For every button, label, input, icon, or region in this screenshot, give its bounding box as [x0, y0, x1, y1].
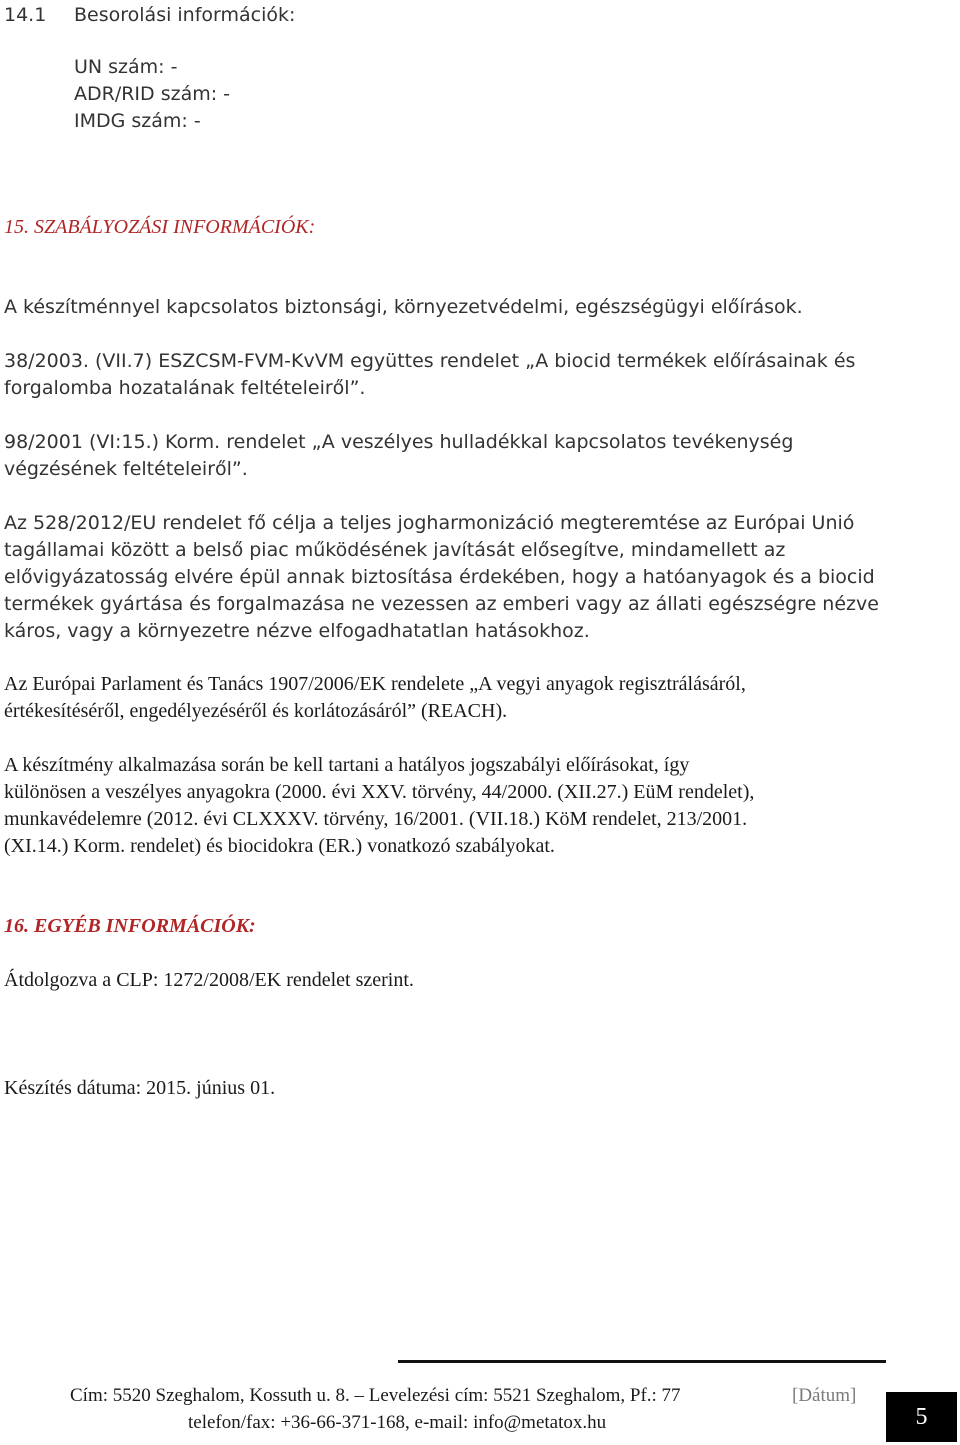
- adr-rid-number: ADR/RID szám: -: [74, 83, 231, 105]
- regulation-biocid-line-1: 38/2003. (VII.7) ESZCSM-FVM-KvVM együttes rendelet „A biocid termékek előírásainak és: [4, 350, 856, 372]
- regulation-biocid-line-2: forgalomba hozatalának feltételeiről”.: [4, 377, 366, 399]
- page-number-box: [886, 1392, 957, 1442]
- footer-date-placeholder: [Dátum]: [792, 1385, 857, 1406]
- revised-note: Átdolgozva a CLP: 1272/2008/EK rendelet szerint.: [4, 969, 414, 991]
- regulations-intro: A készítménnyel kapcsolatos biztonsági, környezetvédelmi, egészségügyi előírások.: [4, 296, 803, 318]
- reach-paragraph-line: értékesítéséről, engedélyezéséről és korlátozásáról” (REACH).: [4, 700, 508, 722]
- creation-date: Készítés dátuma: 2015. június 01.: [4, 1077, 276, 1099]
- imdg-number: IMDG szám: -: [74, 110, 201, 132]
- footer-address: Cím: 5520 Szeghalom, Kossuth u. 8. – Levelezési cím: 5521 Szeghalom, Pf.: 77: [70, 1385, 681, 1406]
- regulation-waste-line-1: 98/2001 (VI:15.) Korm. rendelet „A veszélyes hulladékkal kapcsolatos tevékenység: [4, 431, 794, 453]
- eu-paragraph-line: elővigyázatosság elvére épül annak biztosítása érdekében, hogy a hatóanyagok és a biocid: [4, 566, 875, 588]
- apply-paragraph-line: munkavédelemre (2012. évi CLXXXV. törvény, 16/2001. (VII.18.) KöM rendelet, 213/2001.: [4, 808, 748, 830]
- subsection-number: 14.1: [4, 4, 47, 26]
- eu-paragraph-line: tagállamai között a belső piac működésének javítását elősegítve, mindamellett az: [4, 539, 786, 561]
- reach-paragraph-line: Az Európai Parlament és Tanács 1907/2006/EK rendelete „A vegyi anyagok regisztrálásáról,: [4, 673, 746, 695]
- footer-contact: telefon/fax: +36-66-371-168, e-mail: info@metatox.hu: [188, 1412, 607, 1433]
- subsection-title: Besorolási információk:: [74, 4, 296, 26]
- section-15-heading: 15. SZABÁLYOZÁSI INFORMÁCIÓK:: [4, 216, 316, 238]
- footer-divider: [398, 1360, 886, 1363]
- un-number: UN szám: -: [74, 56, 178, 78]
- apply-paragraph-line: (XI.14.) Korm. rendelet) és biocidokra (ER.) vonatkozó szabályokat.: [4, 835, 555, 857]
- page-number: 5: [915, 1403, 928, 1430]
- apply-paragraph-line: különösen a veszélyes anyagokra (2000. évi XXV. törvény, 44/2000. (XII.27.) EüM rendelet),: [4, 781, 755, 803]
- eu-paragraph-line: termékek gyártása és forgalmazása ne vezessen az emberi vagy az állati egészségre nézve: [4, 593, 879, 615]
- eu-paragraph-line: Az 528/2012/EU rendelet fő célja a teljes jogharmonizáció megteremtése az Európai Unió: [4, 512, 855, 534]
- eu-paragraph-line: káros, vagy a környezetre nézve elfogadhatatlan hatásokhoz.: [4, 620, 590, 642]
- apply-paragraph-line: A készítmény alkalmazása során be kell tartani a hatályos jogszabályi előírásokat, így: [4, 754, 690, 776]
- section-16-heading: 16. EGYÉB INFORMÁCIÓK:: [4, 915, 256, 937]
- regulation-waste-line-2: végzésének feltételeiről”.: [4, 458, 248, 480]
